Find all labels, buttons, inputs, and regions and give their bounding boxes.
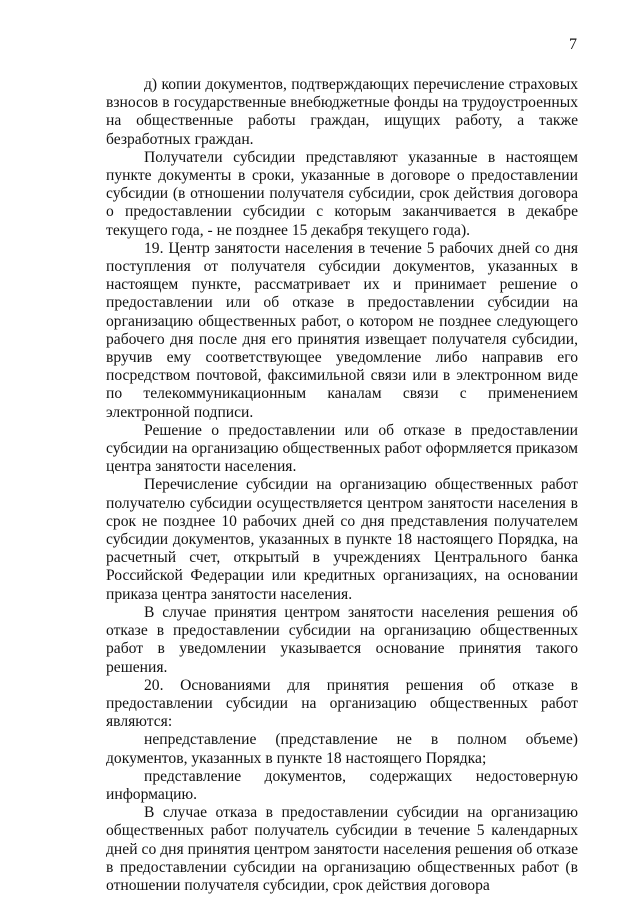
document-body — [106, 76, 578, 895]
paragraph-decision-order: Решение о предоставлении или об отказе в предоставлении субсидии на организацию общественных работ оформляется приказом центра занятости населения. — [106, 421, 578, 476]
paragraph-subsidy-transfer: Перечисление субсидии на организацию общественных работ получателю субсидии осуществляется центром занятости населения в срок не позднее 10 рабочих дней со дня представления получателем субсидии документов, указанных в пункте 18 настоящего Порядка, на расчетный счет, открытый в учреждениях Центрального банка Российской Федерации или кредитных организациях, на основании приказа центра занятости населения. — [106, 476, 578, 603]
paragraph-submission-deadline: Получатели субсидии представляют указанные в настоящем пункте документы в сроки, указанные в договоре о предоставлении субсидии (в отношении получателя субсидии, срок действия договора о предоставлении субсидии с которым заканчивается в декабре текущего года, - не позднее 15 декабря текущего года). — [106, 148, 578, 239]
paragraph-point-19-review: 19. Центр занятости населения в течение 5 рабочих дней со дня поступления от получателя субсидии документов, указанных в настоящем пункте, рассматривает их и принимает решение о предоставлении или об отказе в предоставлении субсидии на организацию общественных работ, о котором не позднее следующего рабочего дня после дня его принятия извещает получателя субсидии, вручив ему соответствующее уведомление либо направив его посредством почтовой, факсимильной связи или в электронном виде по телекоммуникационным каналам связи с применением электронной подписи. — [106, 239, 578, 421]
paragraph-ground-false-information: представление документов, содержащих недостоверную информацию. — [106, 767, 578, 803]
paragraph-point-20-grounds: 20. Основаниями для принятия решения об отказе в предоставлении субсидии на организацию общественных работ являются: — [106, 676, 578, 731]
paragraph-refusal-case: В случае отказа в предоставлении субсидии на организацию общественных работ получатель субсидии в течение 5 календарных дней со дня принятия центром занятости населения решения об отказе в предоставлении субсидии на организацию общественных работ (в отношении получателя субсидии, срок действия договора — [106, 804, 578, 894]
paragraph-refusal-notice: В случае принятия центром занятости населения решения об отказе в предоставлении субсидии на организацию общественных работ в уведомлении указывается основание принятия такого решения. — [106, 603, 578, 676]
paragraph-ground-non-submission: непредставление (представление не в полном объеме) документов, указанных в пункте 18 настоящего Порядка; — [106, 731, 578, 767]
paragraph-documents-copies: д) копии документов, подтверждающих перечисление страховых взносов в государственные внебюджетные фонды на трудоустроенных на общественные работы граждан, ищущих работу, а также безработных граждан. — [106, 76, 578, 148]
page-number: 7 — [569, 36, 577, 53]
